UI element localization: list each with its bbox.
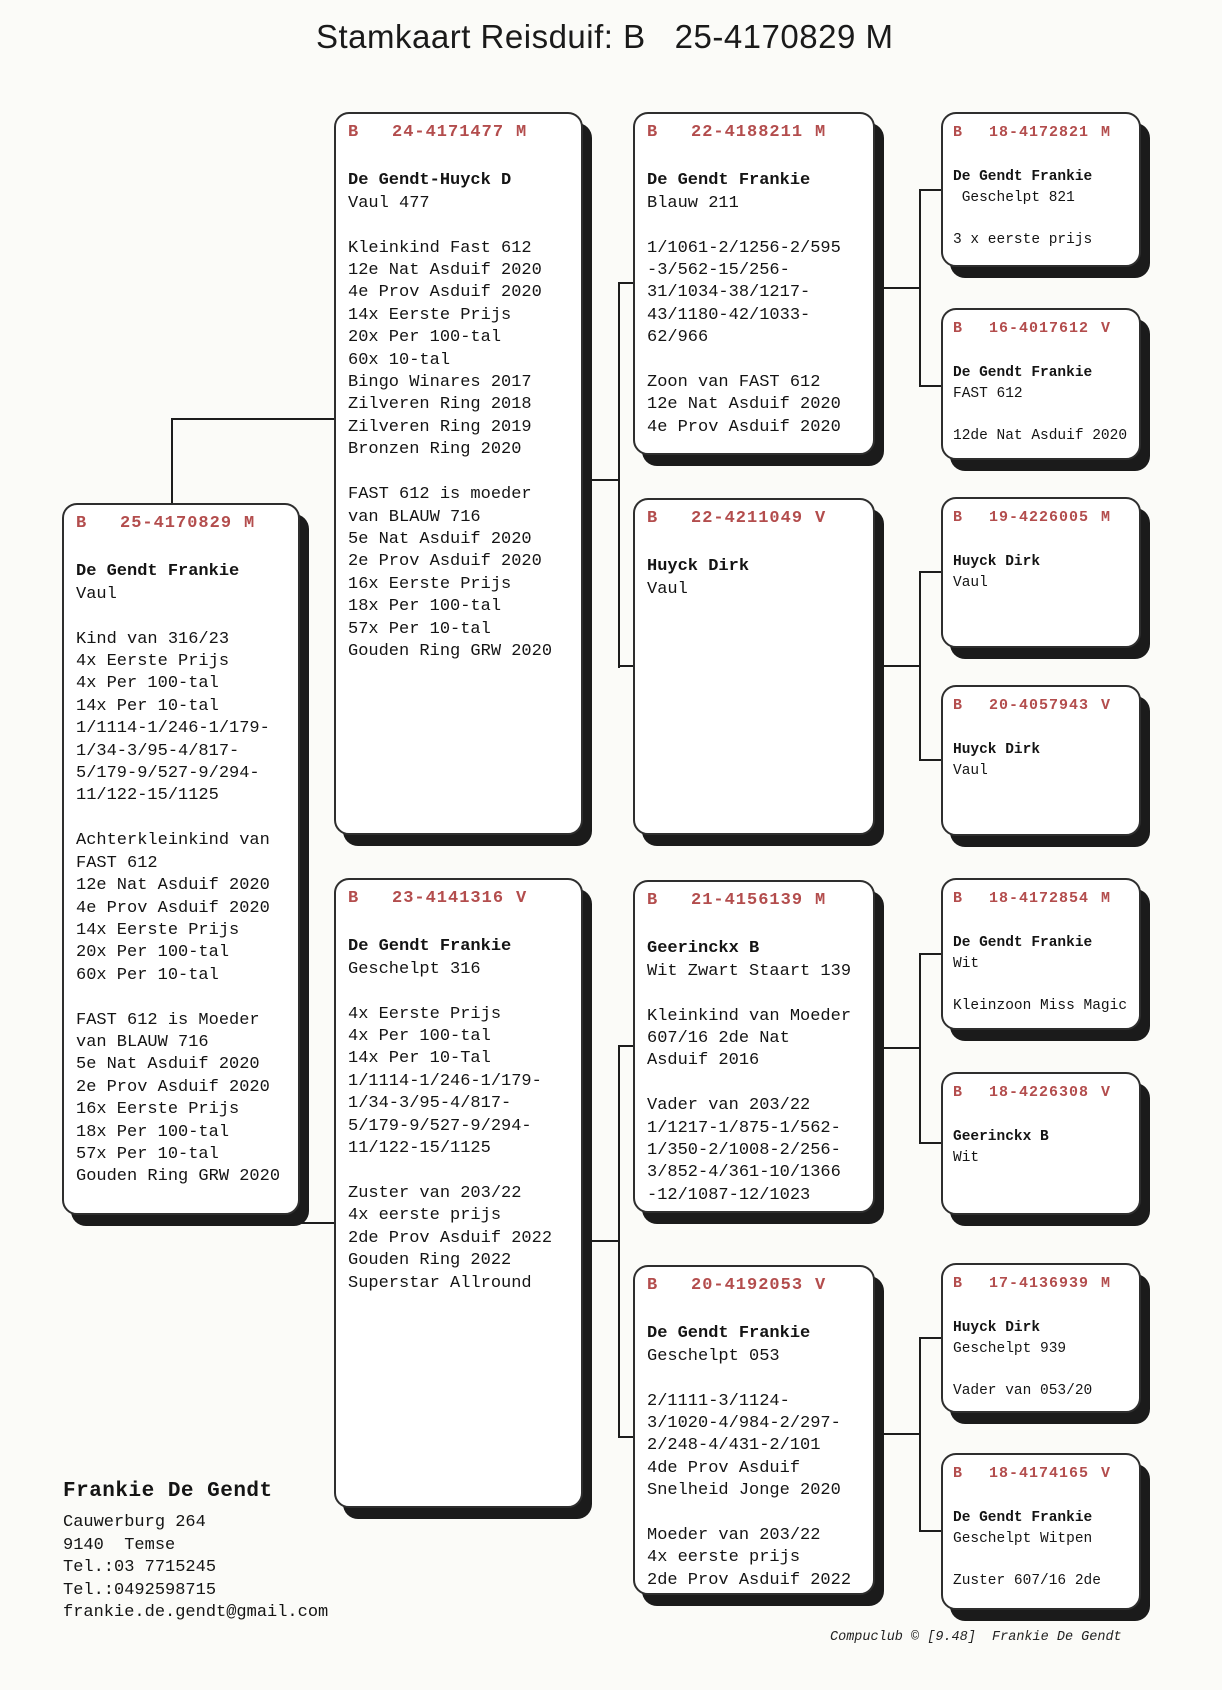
pedigree-line: 1/1114-1/246-1/179- xyxy=(348,1071,542,1091)
pedigree-line: 2de Prov Asduif 2022 xyxy=(348,1228,553,1248)
pedigree-line: 60x Per 10-tal xyxy=(76,965,219,985)
pedigree-details xyxy=(647,579,861,601)
breeder-name: De Gendt Frankie xyxy=(647,1324,811,1344)
pedigree-details xyxy=(953,1148,1129,1169)
pedigree-line: Kind van 316/23 xyxy=(76,629,230,649)
ring-number-header xyxy=(76,513,286,535)
ring-number: 24-4171477 xyxy=(392,123,505,142)
pedigree-line xyxy=(647,1368,861,1390)
pedigree-line: FAST 612 is Moeder xyxy=(76,1010,260,1030)
country-letter: B xyxy=(647,891,659,910)
ring-number: 18-4172854 xyxy=(989,890,1090,907)
software-credit-footer: Compuclub © [9.48] Frankie De Gendt xyxy=(830,1630,1122,1645)
pedigree-line: 4e Prov Asduif 2020 xyxy=(647,417,841,437)
pedigree-box-great-grandfather-3 xyxy=(941,878,1141,1030)
connector-line xyxy=(875,1433,921,1435)
sex-letter: V xyxy=(815,509,827,528)
pedigree-line xyxy=(647,215,861,237)
pedigree-line: Geschelpt 316 xyxy=(348,959,481,979)
pedigree-line xyxy=(647,1073,861,1095)
pedigree-line: 31/1034-38/1217- xyxy=(647,283,811,303)
owner-address-line: 9140 Temse xyxy=(63,1535,176,1555)
pedigree-details xyxy=(953,1529,1129,1592)
sex-letter: M xyxy=(516,123,528,142)
country-letter: B xyxy=(647,509,659,528)
sex-letter: M xyxy=(1101,124,1112,141)
pedigree-line: Wit xyxy=(953,956,980,972)
country-letter: B xyxy=(647,1276,659,1295)
pedigree-line: FAST 612 xyxy=(953,386,1023,402)
ring-number-header xyxy=(953,695,1129,716)
country-letter: B xyxy=(348,123,360,142)
pedigree-line: 4de Prov Asduif xyxy=(647,1458,801,1478)
pedigree-line: 4x Per 100-tal xyxy=(348,1027,491,1047)
connector-line xyxy=(919,571,943,573)
pedigree-line xyxy=(76,808,286,830)
pedigree-details xyxy=(76,584,286,1189)
pedigree-line: 1/350-2/1008-2/256- xyxy=(647,1141,841,1161)
ring-number-header xyxy=(953,318,1129,339)
pedigree-line: FAST 612 is moeder xyxy=(348,485,532,505)
pedigree-line: Zuster van 203/22 xyxy=(348,1183,522,1203)
pedigree-line: 1/34-3/95-4/817- xyxy=(76,741,240,761)
pedigree-line: 2e Prov Asduif 2020 xyxy=(76,1077,270,1097)
pedigree-line: Vaul xyxy=(647,579,688,599)
pedigree-line: Vader van 203/22 xyxy=(647,1096,811,1116)
pedigree-line: Kleinkind Fast 612 xyxy=(348,238,532,258)
country-letter: B xyxy=(953,509,964,526)
breeder-name: De Gendt Frankie xyxy=(647,171,811,191)
pedigree-line: 12e Nat Asduif 2020 xyxy=(348,261,542,281)
connector-line xyxy=(171,418,336,420)
pedigree-line: 4x Eerste Prijs xyxy=(76,652,230,672)
pedigree-line: 4x eerste prijs xyxy=(647,1548,801,1568)
connector-line xyxy=(919,1530,943,1532)
sex-letter: M xyxy=(815,891,827,910)
owner-address-line: Tel.:0492598715 xyxy=(63,1580,217,1600)
pedigree-line: 1/1061-2/1256-2/595 xyxy=(647,238,841,258)
pedigree-line xyxy=(953,1360,1129,1381)
owner-address xyxy=(63,1512,328,1625)
pedigree-line: 12de Nat Asduif 2020 xyxy=(953,428,1128,444)
pedigree-details xyxy=(953,573,1129,594)
ring-number: 19-4226005 xyxy=(989,509,1090,526)
pedigree-box-great-grandmother-3 xyxy=(941,1072,1141,1215)
pedigree-line: Blauw 211 xyxy=(647,193,739,213)
pedigree-line xyxy=(348,462,569,484)
owner-name: Frankie De Gendt xyxy=(63,1480,273,1503)
owner-address-line: frankie.de.gendt@gmail.com xyxy=(63,1603,329,1622)
pedigree-box-maternal-grandmother xyxy=(633,1265,875,1595)
sex-letter: V xyxy=(1101,697,1112,714)
pedigree-line: 4x Eerste Prijs xyxy=(348,1004,502,1024)
ring-number-header xyxy=(953,122,1129,143)
pedigree-line: 1/34-3/95-4/817- xyxy=(348,1094,512,1114)
pedigree-line xyxy=(647,350,861,372)
breeder-name: Geerinckx B xyxy=(647,939,760,959)
pedigree-line xyxy=(953,975,1129,996)
pedigree-line: Geschelpt 939 xyxy=(953,1341,1067,1357)
country-letter: B xyxy=(348,889,360,908)
pedigree-box-great-grandfather-4 xyxy=(941,1263,1141,1413)
ring-number-header xyxy=(647,122,861,144)
connector-line xyxy=(919,1337,943,1339)
pedigree-box-great-grandmother-2 xyxy=(941,685,1141,836)
pedigree-details xyxy=(647,1346,861,1592)
breeder-name: De Gendt Frankie xyxy=(953,169,1093,185)
pedigree-line: Geschelpt 821 xyxy=(953,190,1075,206)
pedigree-line: Kleinzoon Miss Magic xyxy=(953,998,1128,1014)
connector-line xyxy=(919,385,943,387)
pedigree-line: Superstar Allround xyxy=(348,1273,532,1293)
pedigree-details xyxy=(953,954,1129,1017)
ring-number-header xyxy=(953,1273,1129,1294)
pedigree-line: Gouden Ring GRW 2020 xyxy=(76,1167,281,1187)
pedigree-line: 12e Nat Asduif 2020 xyxy=(76,876,270,896)
ring-number-header xyxy=(647,890,861,912)
ring-number-header xyxy=(953,1082,1129,1103)
breeder-name: De Gendt Frankie xyxy=(953,365,1093,381)
country-letter: B xyxy=(647,123,659,142)
pedigree-box-mother xyxy=(334,878,583,1508)
pedigree-line: 16x Eerste Prijs xyxy=(348,574,512,594)
pedigree-line: Zilveren Ring 2018 xyxy=(348,395,532,415)
pedigree-line: 18x Per 100-tal xyxy=(76,1122,230,1142)
pedigree-line: van BLAUW 716 xyxy=(348,507,481,527)
connector-line xyxy=(919,190,921,387)
pedigree-line: 3/852-4/361-10/1366 xyxy=(647,1163,841,1183)
pedigree-line: Zilveren Ring 2019 xyxy=(348,417,532,437)
pedigree-details xyxy=(647,193,861,439)
connector-line xyxy=(583,479,620,481)
pedigree-line: 4e Prov Asduif 2020 xyxy=(348,283,542,303)
pedigree-line: Wit Zwart Staart 139 xyxy=(647,961,852,981)
connector-line xyxy=(875,1047,921,1049)
pedigree-line: 57x Per 10-tal xyxy=(76,1144,219,1164)
pedigree-line: 2de Prov Asduif 2022 xyxy=(647,1570,852,1590)
pedigree-line: Zuster 607/16 2de xyxy=(953,1573,1101,1589)
owner-address-line: Tel.:03 7715245 xyxy=(63,1558,217,1577)
pedigree-line: Bronzen Ring 2020 xyxy=(348,440,522,460)
ring-number: 21-4156139 xyxy=(691,891,804,910)
ring-number: 20-4192053 xyxy=(691,1276,804,1295)
sex-letter: V xyxy=(1101,1465,1112,1482)
connector-line xyxy=(919,759,943,761)
pedigree-details xyxy=(953,1339,1129,1402)
ring-number: 18-4172821 xyxy=(989,124,1090,141)
breeder-name: Geerinckx B xyxy=(953,1129,1049,1145)
sex-letter: M xyxy=(1101,1275,1112,1292)
pedigree-line: 5e Nat Asduif 2020 xyxy=(348,529,532,549)
pedigree-line: Vaul xyxy=(76,584,117,604)
pedigree-line: Gouden Ring GRW 2020 xyxy=(348,641,553,661)
pedigree-line xyxy=(348,215,569,237)
breeder-name: De Gendt Frankie xyxy=(953,935,1093,951)
pedigree-line: Snelheid Jonge 2020 xyxy=(647,1481,841,1501)
pedigree-line: 20x Per 100-tal xyxy=(348,328,502,348)
sex-letter: M xyxy=(1101,890,1112,907)
breeder-name: Huyck Dirk xyxy=(953,554,1041,570)
pedigree-line xyxy=(953,1550,1129,1571)
pedigree-details xyxy=(953,761,1129,782)
pedigree-line: 1/1217-1/875-1/562- xyxy=(647,1118,841,1138)
connector-line xyxy=(618,283,620,668)
pedigree-line xyxy=(953,209,1129,230)
connector-line xyxy=(919,1338,921,1532)
pedigree-line: van BLAUW 716 xyxy=(76,1032,209,1052)
country-letter: B xyxy=(76,514,88,533)
ring-number: 17-4136939 xyxy=(989,1275,1090,1292)
ring-number-header xyxy=(953,1463,1129,1484)
connector-line xyxy=(171,1222,336,1224)
country-letter: B xyxy=(953,1275,964,1292)
pedigree-box-paternal-grandmother xyxy=(633,498,875,835)
country-letter: B xyxy=(953,1084,964,1101)
pedigree-line: Zoon van FAST 612 xyxy=(647,373,821,393)
country-letter: B xyxy=(953,1465,964,1482)
sex-letter: M xyxy=(815,123,827,142)
pedigree-line: 18x Per 100-tal xyxy=(348,597,502,617)
connector-line xyxy=(618,1046,620,1438)
sex-letter: V xyxy=(1101,320,1112,337)
ring-number: 23-4141316 xyxy=(392,889,505,908)
pedigree-line: 2/248-4/431-2/101 xyxy=(647,1436,821,1456)
pedigree-box-paternal-grandfather xyxy=(633,112,875,455)
owner-address-line: Cauwerburg 264 xyxy=(63,1513,206,1532)
ring-number: 18-4174165 xyxy=(989,1465,1090,1482)
pedigree-details xyxy=(348,193,569,664)
pedigree-line: 5/179-9/527-9/294- xyxy=(76,764,260,784)
connector-line xyxy=(875,665,921,667)
page-title: Stamkaart Reisduif: B 25-4170829 M xyxy=(316,18,894,55)
pedigree-line: Vader van 053/20 xyxy=(953,1383,1093,1399)
ring-number-header xyxy=(953,507,1129,528)
ring-number-header xyxy=(647,508,861,530)
ring-number: 18-4226308 xyxy=(989,1084,1090,1101)
ring-number-header xyxy=(348,888,569,910)
pedigree-details xyxy=(953,188,1129,251)
pedigree-line: 3/1020-4/984-2/297- xyxy=(647,1414,841,1434)
pedigree-line: 20x Per 100-tal xyxy=(76,943,230,963)
sex-letter: M xyxy=(244,514,256,533)
pedigree-line: -12/1087-12/1023 xyxy=(647,1185,811,1205)
pedigree-line: 4x eerste prijs xyxy=(348,1206,502,1226)
breeder-name: De Gendt-Huyck D xyxy=(348,171,512,191)
connector-line xyxy=(171,418,173,505)
pedigree-line: 5/179-9/527-9/294- xyxy=(348,1116,532,1136)
pedigree-line: Moeder van 203/22 xyxy=(647,1526,821,1546)
pedigree-line xyxy=(76,987,286,1009)
pedigree-line: 607/16 2de Nat xyxy=(647,1029,790,1049)
ring-number: 25-4170829 xyxy=(120,514,233,533)
pedigree-line: 14x Per 10-Tal xyxy=(348,1049,491,1069)
pedigree-box-subject xyxy=(62,503,300,1215)
pedigree-line xyxy=(953,405,1129,426)
pedigree-box-father xyxy=(334,112,583,835)
pedigree-line: 16x Eerste Prijs xyxy=(76,1100,240,1120)
connector-line xyxy=(919,1142,943,1144)
pedigree-line: 43/1180-42/1033- xyxy=(647,305,811,325)
breeder-name: De Gendt Frankie xyxy=(76,562,240,582)
pedigree-line: Geschelpt Witpen xyxy=(953,1531,1093,1547)
pedigree-box-great-grandmother-1 xyxy=(941,308,1141,460)
pedigree-line: Vaul xyxy=(953,575,988,591)
pedigree-line: 4e Prov Asduif 2020 xyxy=(76,898,270,918)
pedigree-details xyxy=(953,384,1129,447)
pedigree-line: 11/122-15/1125 xyxy=(348,1139,491,1159)
pedigree-line: Asduif 2016 xyxy=(647,1051,760,1071)
pedigree-line xyxy=(348,1160,569,1182)
ring-number-header xyxy=(647,1275,861,1297)
pedigree-line: 62/966 xyxy=(647,328,709,348)
country-letter: B xyxy=(953,697,964,714)
ring-number: 22-4211049 xyxy=(691,509,804,528)
pedigree-line: FAST 612 xyxy=(76,853,158,873)
breeder-name: Huyck Dirk xyxy=(647,557,750,577)
pedigree-line: 14x Per 10-tal xyxy=(76,696,219,716)
pedigree-line: 4x Per 100-tal xyxy=(76,674,219,694)
connector-line xyxy=(919,189,943,191)
pedigree-box-great-grandfather-2 xyxy=(941,497,1141,648)
ring-number-header xyxy=(348,122,569,144)
pedigree-details xyxy=(647,961,861,1207)
connector-line xyxy=(583,1240,620,1242)
ring-number-header xyxy=(953,888,1129,909)
sex-letter: V xyxy=(516,889,528,908)
country-letter: B xyxy=(953,320,964,337)
pedigree-line: 14x Eerste Prijs xyxy=(348,305,512,325)
ring-number: 16-4017612 xyxy=(989,320,1090,337)
ring-number: 22-4188211 xyxy=(691,123,804,142)
pedigree-line: 11/122-15/1125 xyxy=(76,786,219,806)
pedigree-line: 2e Prov Asduif 2020 xyxy=(348,552,542,572)
pedigree-line: Kleinkind van Moeder xyxy=(647,1006,852,1026)
pedigree-line xyxy=(647,1503,861,1525)
sex-letter: V xyxy=(815,1276,827,1295)
pedigree-line: 3 x eerste prijs xyxy=(953,232,1093,248)
pedigree-line: -3/562-15/256- xyxy=(647,261,790,281)
owner-block xyxy=(63,1480,328,1625)
pedigree-line: Geschelpt 053 xyxy=(647,1346,780,1366)
pedigree-box-great-grandfather-1 xyxy=(941,112,1141,267)
pedigree-line: 57x Per 10-tal xyxy=(348,619,491,639)
pedigree-line: 12e Nat Asduif 2020 xyxy=(647,395,841,415)
sex-letter: V xyxy=(1101,1084,1112,1101)
country-letter: B xyxy=(953,124,964,141)
pedigree-details xyxy=(348,959,569,1295)
connector-line xyxy=(919,953,943,955)
pedigree-line xyxy=(348,981,569,1003)
connector-line xyxy=(919,954,921,1144)
pedigree-line: Vaul 477 xyxy=(348,193,430,213)
ring-number: 20-4057943 xyxy=(989,697,1090,714)
breeder-name: Huyck Dirk xyxy=(953,1320,1041,1336)
pedigree-box-great-grandmother-4 xyxy=(941,1453,1141,1610)
pedigree-line: Wit xyxy=(953,1150,980,1166)
pedigree-line: 60x 10-tal xyxy=(348,350,451,370)
pedigree-line: 2/1111-3/1124- xyxy=(647,1391,790,1411)
pedigree-line: Achterkleinkind van xyxy=(76,831,270,851)
pedigree-line: Bingo Winares 2017 xyxy=(348,373,532,393)
breeder-name: De Gendt Frankie xyxy=(348,937,512,957)
country-letter: B xyxy=(953,890,964,907)
connector-line xyxy=(919,572,921,761)
pedigree-line xyxy=(76,606,286,628)
breeder-name: De Gendt Frankie xyxy=(953,1510,1093,1526)
breeder-name: Huyck Dirk xyxy=(953,742,1041,758)
pedigree-line: 1/1114-1/246-1/179- xyxy=(76,719,270,739)
pedigree-line xyxy=(647,983,861,1005)
connector-line xyxy=(875,287,921,289)
pedigree-line: Gouden Ring 2022 xyxy=(348,1251,512,1271)
pedigree-line: 14x Eerste Prijs xyxy=(76,920,240,940)
pedigree-line: 5e Nat Asduif 2020 xyxy=(76,1055,260,1075)
pedigree-box-maternal-grandfather xyxy=(633,880,875,1213)
sex-letter: M xyxy=(1101,509,1112,526)
pedigree-line: Vaul xyxy=(953,763,988,779)
